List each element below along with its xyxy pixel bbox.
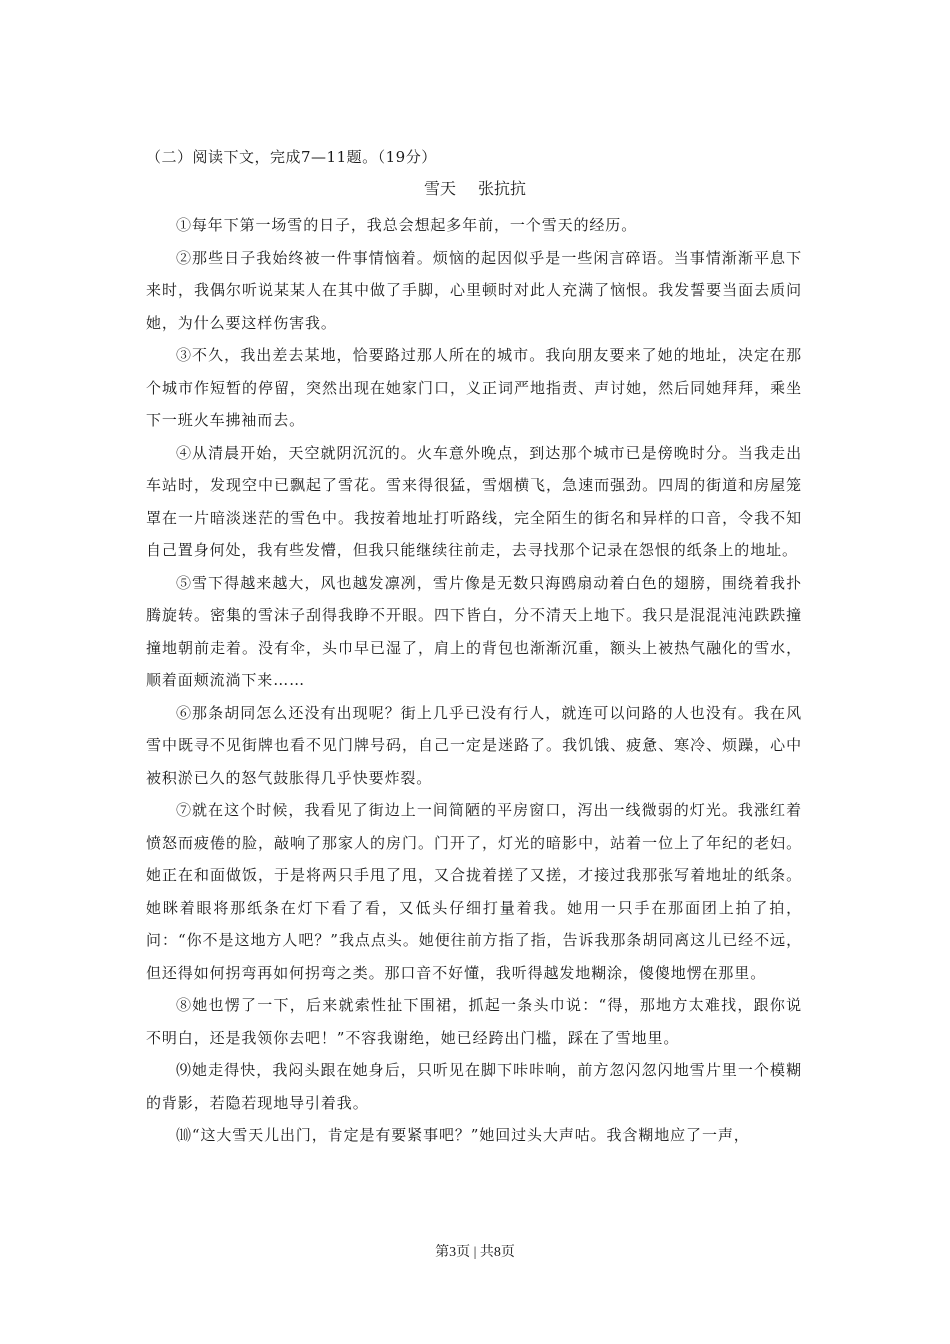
article-body	[146, 209, 802, 1152]
paragraph-10: ⑽“这大雪天儿出门，肯定是有要紧事吧？”她回过头大声咕。我含糊地应了一声，	[176, 1126, 750, 1144]
article-title	[0, 177, 950, 201]
paragraph-2: ②那些日子我始终被一件事情恼着。烦恼的起因似乎是一些闲言碎语。当事情渐渐平息下来时，我偶尔听说某某人在其中做了手脚，心里顿时对此人充满了恼恨。我发誓要当面去质问她，为什么要这样伤害我。	[146, 248, 802, 332]
paragraph-4: ④从清晨开始，天空就阴沉沉的。火车意外晚点，到达那个城市已是傍晚时分。当我走出车站时，发现空中已飘起了雪花。雪来得很猛，雪烟横飞，急速而强劲。四周的街道和房屋笼罩在一片暗淡迷茫的雪色中。我按着地址打听路线，完全陌生的街名和异样的口音，令我不知自己置身何处，我有些发懵，但我只能继续往前走，去寻找那个记录在怨恨的纸条上的地址。	[146, 443, 802, 559]
section-heading: （二）阅读下文，完成7—11题。（19分）	[146, 148, 437, 166]
paragraph-5: ⑤雪下得越来越大，风也越发凛冽，雪片像是无数只海鸥扇动着白色的翅膀，围绕着我扑腾旋转。密集的雪沫子刮得我睁不开眼。四下皆白，分不清天上地下。我只是混混沌沌跌跌撞撞地朝前走着。没有伞，头巾早已湿了，肩上的背包也渐渐沉重，额头上被热气融化的雪水，顺着面颊流淌下来……	[146, 573, 802, 689]
article-title-text: 雪天	[423, 179, 456, 198]
article-author: 张抗抗	[478, 179, 527, 198]
paragraph-7: ⑦就在这个时候，我看见了街边上一间简陋的平房窗口，泻出一线微弱的灯光。我涨红着愤怒而疲倦的脸，敲响了那家人的房门。门开了，灯光的暗影中，站着一位上了年纪的老妇。她正在和面做饭，于是将两只手甩了甩，又合拢着搓了又搓，才接过我那张写着地址的纸条。她眯着眼将那纸条在灯下看了看，又低头仔细打量着我。她用一只手在那面团上拍了拍，问：“你不是这地方人吧？”我点点头。她便往前方指了指，告诉我那条胡同离这儿已经不远，但还得如何拐弯再如何拐弯之类。那口音不好懂，我听得越发地糊涂，傻傻地愣在那里。	[146, 801, 802, 982]
paragraph-1: ①每年下第一场雪的日子，我总会想起多年前，一个雪天的经历。	[176, 216, 638, 234]
paragraph-9: ⑼她走得快，我闷头跟在她身后，只听见在脚下咔咔响，前方忽闪忽闪地雪片里一个模糊的背影，若隐若现地导引着我。	[146, 1061, 802, 1112]
paragraph-8: ⑧她也愣了一下，后来就索性扯下围裙，抓起一条头巾说：“得，那地方太难找，跟你说不明白，还是我领你去吧！”不容我谢绝，她已经跨出门槛，踩在了雪地里。	[146, 996, 802, 1047]
paragraph-6: ⑥那条胡同怎么还没有出现呢？街上几乎已没有行人，就连可以问路的人也没有。我在风雪中既寻不见街牌也看不见门牌号码，自己一定是迷路了。我饥饿、疲惫、寒冷、烦躁，心中被积淤已久的怒气鼓胀得几乎快要炸裂。	[146, 703, 802, 787]
page-footer: 第3页 | 共8页	[435, 1245, 515, 1260]
paragraph-3: ③不久，我出差去某地，恰要路过那人所在的城市。我向朋友要来了她的地址，决定在那个城市作短暂的停留，突然出现在她家门口，义正词严地指责、声讨她，然后同她拜拜，乘坐下一班火车拂袖而去。	[146, 346, 802, 429]
